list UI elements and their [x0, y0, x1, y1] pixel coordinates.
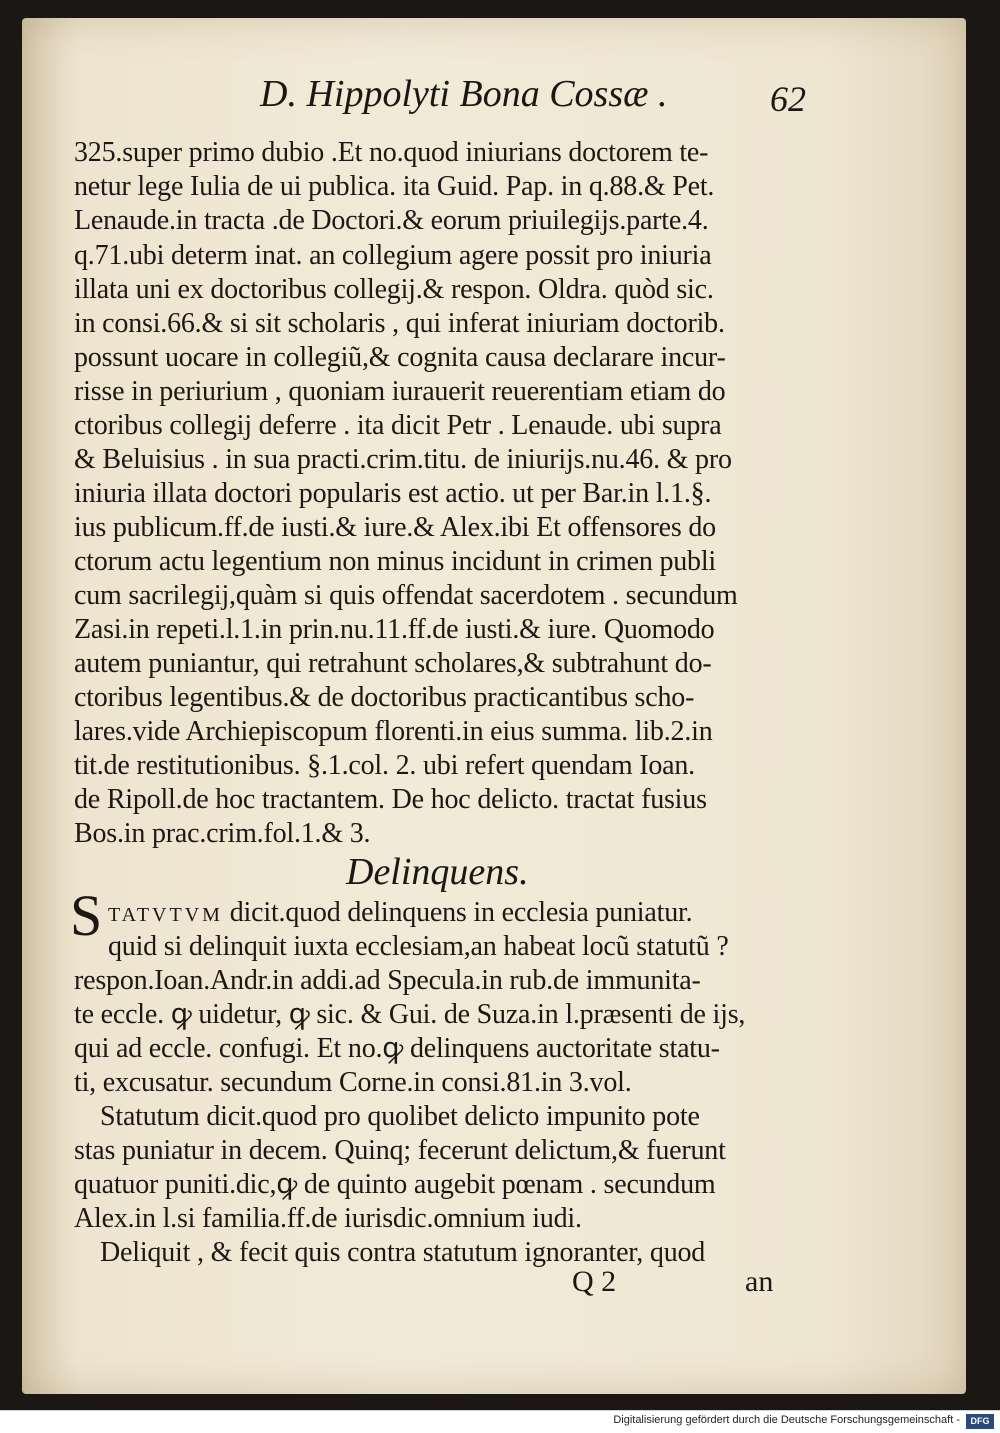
- text-line: autem puniantur, qui retrahunt scholares,& subtrahunt do-: [74, 648, 712, 679]
- text-line: ctoribus collegij deferre . ita dicit Petr . Lenaude. ubi supra: [74, 410, 722, 441]
- text-line: illata uni ex doctoribus collegij.& respon. Oldra. quòd sic.: [74, 274, 714, 305]
- text-line: quatuor puniti.dic,ꝙ de quinto augebit pœnam . secundum: [74, 1169, 716, 1200]
- text-line: Deliquit , & fecit quis contra statutum ignoranter, quod: [100, 1237, 706, 1268]
- text-line: cum sacrilegij,quàm si quis offendat sacerdotem . secundum: [74, 580, 738, 611]
- catchword: an: [745, 1265, 774, 1298]
- footer-bar: [0, 1410, 1000, 1433]
- text-line: lares.vide Archiepiscopum florenti.in eius summa. lib.2.in: [74, 716, 713, 747]
- page-number: 62: [770, 79, 806, 119]
- text-line: iniuria illata doctori popularis est actio. ut per Bar.in l.1.§.: [74, 478, 712, 509]
- text-line: Lenaude.in tracta .de Doctori.& eorum priuilegijs.parte.4.: [74, 205, 709, 236]
- text-line: ctoribus legentibus.& de doctoribus practicantibus scho-: [74, 682, 695, 713]
- running-header: D. Hippolyti Bona Cossæ .: [260, 73, 668, 115]
- text-line: ctorum actu legentium non minus incidunt in crimen publi: [74, 546, 717, 577]
- text-line: possunt uocare in collegiũ,& cognita causa declarare incur-: [74, 342, 726, 373]
- text-line: Bos.in prac.crim.fol.1.& 3.: [74, 818, 371, 849]
- text-line: risse in periurium , quoniam iurauerit reuerentiam etiam do: [74, 376, 726, 407]
- text-line: tit.de restitutionibus. §.1.col. 2. ubi refert quendam Ioan.: [74, 750, 695, 781]
- text-line: Zasi.in repeti.l.1.in prin.nu.11.ff.de iusti.& iure. Quomodo: [74, 614, 715, 645]
- small-caps-word: TATVTVM: [108, 904, 223, 926]
- signature-mark: Q 2: [572, 1265, 617, 1298]
- text-line: Statutum dicit.quod pro quolibet delicto impunito pote: [100, 1101, 700, 1132]
- text-line: de Ripoll.de hoc tractantem. De hoc delicto. tractat fusius: [74, 784, 707, 815]
- text-line: ius publicum.ff.de iusti.& iure.& Alex.ibi Et offensores do: [74, 512, 716, 543]
- section-heading: Delinquens.: [346, 851, 529, 893]
- first-line-rest: dicit.quod delinquens in ecclesia puniatur.: [222, 897, 693, 928]
- dfg-logo: DFG: [966, 1414, 994, 1429]
- text-line: & Beluisius . in sua practi.crim.titu. de iniurijs.nu.46. & pro: [74, 444, 732, 475]
- text-line: respon.Ioan.Andr.in addi.ad Specula.in rub.de immunita-: [74, 965, 701, 996]
- text-line: netur lege Iulia de ui publica. ita Guid. Pap. in q.88.& Pet.: [74, 171, 715, 202]
- text-line-first: [108, 894, 826, 932]
- text-line: in consi.66.& si sit scholaris , qui inferat iniuriam doctorib.: [74, 308, 725, 339]
- footer-credit: Digitalisierung gefördert durch die Deutsche Forschungsgemeinschaft -: [613, 1414, 960, 1426]
- drop-cap: S: [70, 883, 103, 948]
- text-line: stas puniatur in decem. Quinq; fecerunt delictum,& fuerunt: [74, 1135, 726, 1166]
- text-line: 325.super primo dubio .Et no.quod iniurians doctorem te-: [74, 137, 709, 168]
- text-line: qui ad eccle. confugi. Et no.ꝙ delinquens auctoritate statu-: [74, 1033, 720, 1064]
- text-line: quid si delinquit iuxta ecclesiam,an habeat locũ statutũ ?: [108, 931, 729, 962]
- text-line: Alex.in l.si familia.ff.de iurisdic.omnium iudi.: [74, 1203, 582, 1234]
- text-line: q.71.ubi determ inat. an collegium agere possit pro iniuria: [74, 240, 712, 271]
- text-line: ti, excusatur. secundum Corne.in consi.81.in 3.vol.: [74, 1067, 632, 1098]
- text-line: te eccle. ꝙ uidetur, ꝙ sic. & Gui. de Suza.in l.præsenti de ijs,: [74, 999, 746, 1030]
